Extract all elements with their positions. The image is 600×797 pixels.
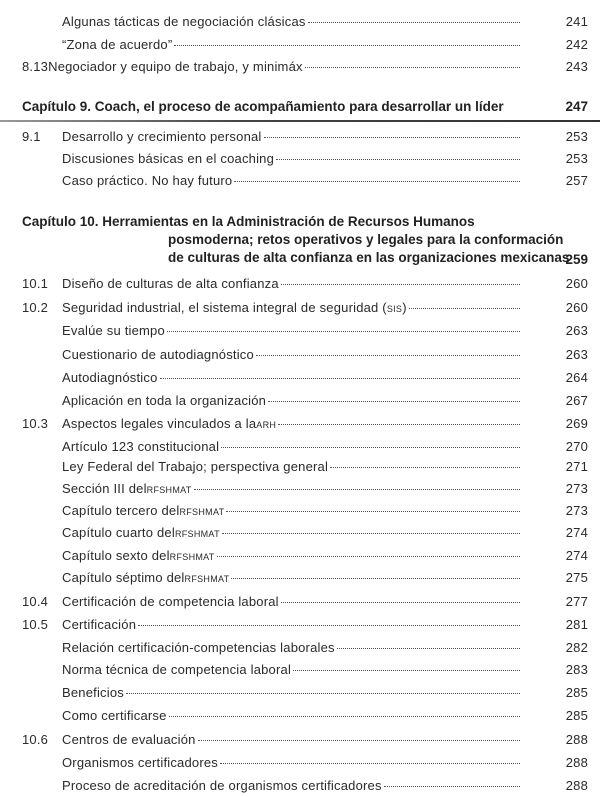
page-number: 260 xyxy=(565,300,588,315)
dot-leader xyxy=(160,378,520,379)
entry-title-wrap xyxy=(62,501,520,522)
entry-title-wrap xyxy=(62,592,520,612)
dot-leader xyxy=(293,670,520,671)
toc-entry[interactable] xyxy=(0,274,600,294)
chapter-title-line-2: posmoderna; retos operativos y legales para la conformación xyxy=(168,232,564,247)
entry-title-wrap xyxy=(62,274,520,294)
entry-title-wrap xyxy=(62,149,520,169)
toc-entry[interactable] xyxy=(0,414,600,434)
toc-entry[interactable] xyxy=(0,171,600,191)
entry-title-wrap xyxy=(62,706,520,726)
entry-title: Proceso de acreditación de organismos certificadores xyxy=(62,778,382,793)
dot-leader xyxy=(138,625,520,626)
entry-title-wrap xyxy=(62,479,520,500)
page-number: 285 xyxy=(565,708,588,723)
entry-title-wrap xyxy=(62,457,520,477)
chapter-title: Capítulo 9. Coach, el proceso de acompañamiento para desarrollar un líder xyxy=(22,99,504,114)
section-number: 10.1 xyxy=(22,276,49,291)
section-number: 10.6 xyxy=(22,732,49,747)
toc-entry[interactable] xyxy=(0,437,600,457)
entry-title-wrap xyxy=(62,730,520,750)
toc-entry[interactable] xyxy=(0,391,600,411)
toc-entry[interactable] xyxy=(0,35,600,55)
entry-title: Capítulo cuarto del xyxy=(62,525,175,540)
entry-title-wrap xyxy=(62,368,520,388)
dot-leader xyxy=(281,602,520,603)
page-number: 277 xyxy=(565,594,588,609)
dot-leader xyxy=(337,648,520,649)
page-number: 288 xyxy=(565,778,588,793)
entry-title: Como certificarse xyxy=(62,708,167,723)
toc-entry[interactable] xyxy=(0,592,600,612)
dot-leader xyxy=(222,533,520,534)
entry-title-wrap xyxy=(62,414,520,435)
page-number: 271 xyxy=(565,459,588,474)
entry-title: Norma técnica de competencia laboral xyxy=(62,662,292,677)
toc-entry[interactable] xyxy=(0,345,600,365)
toc-entry[interactable] xyxy=(0,321,600,341)
dot-leader xyxy=(220,763,520,764)
dot-leader xyxy=(169,716,520,717)
toc-entry[interactable] xyxy=(0,706,600,726)
toc-entry[interactable] xyxy=(0,298,600,318)
entry-title-wrap xyxy=(62,391,520,411)
dot-leader xyxy=(268,401,520,402)
entry-title: Seguridad industrial, el sistema integral de seguridad ( xyxy=(62,300,387,315)
entry-title-wrap xyxy=(22,57,520,77)
toc-entry[interactable] xyxy=(0,776,600,796)
chapter-divider xyxy=(0,120,600,122)
entry-abbreviation: SIS xyxy=(386,304,403,314)
toc-entry[interactable] xyxy=(0,683,600,703)
page-number: 263 xyxy=(565,347,588,362)
dot-leader xyxy=(174,45,520,46)
entry-title: Relación certificación-competencias laborales xyxy=(62,640,335,655)
entry-title: Discusiones básicas en el coaching xyxy=(62,151,275,166)
section-number: 9.1 xyxy=(22,129,41,144)
entry-abbreviation: ARH xyxy=(256,420,277,430)
page-number: 259 xyxy=(565,252,588,267)
entry-title: Caso práctico. No hay futuro xyxy=(62,173,233,188)
page-number: 253 xyxy=(565,129,588,144)
entry-title-wrap xyxy=(62,35,520,55)
toc-entry[interactable] xyxy=(0,638,600,658)
toc-entry[interactable] xyxy=(0,457,600,477)
toc-entry[interactable] xyxy=(0,660,600,680)
entry-title: Algunas tácticas de negociación clásicas xyxy=(62,14,306,29)
entry-title: Diseño de culturas de alta confianza xyxy=(62,276,279,291)
dot-leader xyxy=(278,424,520,425)
entry-abbreviation: RFSHMAT xyxy=(146,485,192,495)
page-number: 274 xyxy=(565,525,588,540)
page-number: 269 xyxy=(565,416,588,431)
dot-leader xyxy=(276,159,520,160)
entry-title: Artículo 123 constitucional xyxy=(62,439,220,454)
entry-title: Ley Federal del Trabajo; perspectiva general xyxy=(62,459,329,474)
entry-title: Capítulo tercero del xyxy=(62,503,180,518)
dot-leader xyxy=(384,786,520,787)
dot-leader xyxy=(126,693,520,694)
section-number: 10.5 xyxy=(22,617,49,632)
entry-title-wrap xyxy=(62,638,520,658)
page-number: 282 xyxy=(565,640,588,655)
entry-title: Aplicación en toda la organización xyxy=(62,393,267,408)
toc-entry[interactable] xyxy=(0,615,600,635)
toc-entry[interactable] xyxy=(0,501,600,521)
entry-title-wrap xyxy=(62,321,520,341)
dot-leader xyxy=(234,181,520,182)
page-number: 270 xyxy=(565,439,588,454)
entry-title: “Zona de acuerdo” xyxy=(62,37,173,52)
page-number: 242 xyxy=(565,37,588,52)
dot-leader xyxy=(217,556,520,557)
page-number: 263 xyxy=(565,323,588,338)
dot-leader xyxy=(167,331,520,332)
toc-entry[interactable] xyxy=(0,753,600,773)
dot-leader xyxy=(409,308,520,309)
entry-title-wrap xyxy=(62,171,520,191)
dot-leader xyxy=(194,489,520,490)
entry-title-wrap xyxy=(62,345,520,365)
entry-title: Beneficios xyxy=(62,685,124,700)
page-number: 253 xyxy=(565,151,588,166)
page-number: 241 xyxy=(565,14,588,29)
entry-title: Desarrollo y crecimiento personal xyxy=(62,129,262,144)
entry-title: Centros de evaluación xyxy=(62,732,196,747)
dot-leader xyxy=(198,740,520,741)
dot-leader xyxy=(256,355,520,356)
page-number: 243 xyxy=(565,59,588,74)
page-number: 283 xyxy=(565,662,588,677)
toc-entry[interactable] xyxy=(0,149,600,169)
entry-title-wrap xyxy=(62,660,520,680)
dot-leader xyxy=(231,578,520,579)
entry-title-wrap xyxy=(62,683,520,703)
page-number: 285 xyxy=(565,685,588,700)
page-number: 281 xyxy=(565,617,588,632)
chapter-10-heading xyxy=(22,213,588,267)
entry-title-tail: ) xyxy=(402,300,407,315)
page-number: 275 xyxy=(565,570,588,585)
toc-entry[interactable] xyxy=(0,546,600,566)
entry-title-wrap xyxy=(62,753,520,773)
page-number: 247 xyxy=(565,99,588,114)
entry-abbreviation: RFSHMAT xyxy=(169,552,215,562)
dot-leader xyxy=(221,447,520,448)
entry-title-wrap xyxy=(62,437,520,457)
section-number: 10.3 xyxy=(22,416,49,431)
entry-title-wrap xyxy=(62,127,520,147)
toc-entry[interactable] xyxy=(0,523,600,543)
toc-entry[interactable] xyxy=(0,479,600,499)
entry-title-wrap xyxy=(62,615,520,635)
entry-title: Cuestionario de autodiagnóstico xyxy=(62,347,254,362)
dot-leader xyxy=(281,284,520,285)
toc-entry[interactable] xyxy=(0,368,600,388)
entry-title: Capítulo sexto del xyxy=(62,548,170,563)
toc-entry[interactable] xyxy=(0,12,600,32)
entry-title: Aspectos legales vinculados a la xyxy=(62,416,257,431)
entry-title: Evalúe su tiempo xyxy=(62,323,165,338)
entry-title-wrap xyxy=(62,523,520,544)
entry-title: Negociador y equipo de trabajo, y minimáx xyxy=(48,59,303,74)
entry-title: Organismos certificadores xyxy=(62,755,218,770)
page-number: 274 xyxy=(565,548,588,563)
entry-title-wrap xyxy=(62,568,520,589)
entry-abbreviation: RFSHMAT xyxy=(184,574,230,584)
entry-title-wrap xyxy=(62,298,520,319)
entry-title: Capítulo séptimo del xyxy=(62,570,185,585)
dot-leader xyxy=(305,67,520,68)
entry-title-wrap xyxy=(62,546,520,567)
entry-title: Autodiagnóstico xyxy=(62,370,158,385)
entry-title-wrap xyxy=(62,776,520,796)
entry-title: Sección III del xyxy=(62,481,147,496)
dot-leader xyxy=(226,511,520,512)
page-number: 264 xyxy=(565,370,588,385)
page-number: 260 xyxy=(565,276,588,291)
toc-entry[interactable] xyxy=(0,57,600,77)
page-number: 288 xyxy=(565,732,588,747)
page-number: 257 xyxy=(565,173,588,188)
page-number: 273 xyxy=(565,503,588,518)
dot-leader xyxy=(330,467,520,468)
dot-leader xyxy=(308,22,520,23)
section-number: 10.2 xyxy=(22,300,49,315)
entry-abbreviation: RFSHMAT xyxy=(174,529,220,539)
toc-entry[interactable] xyxy=(0,568,600,588)
chapter-title-line-3: de culturas de alta confianza en las organizaciones mexicanas xyxy=(168,250,570,265)
entry-title: Certificación xyxy=(62,617,137,632)
toc-entry[interactable] xyxy=(0,127,600,147)
section-number: 10.4 xyxy=(22,594,49,609)
dot-leader xyxy=(264,137,520,138)
chapter-9-heading xyxy=(22,98,588,116)
chapter-title-line-1: Capítulo 10. Herramientas en la Administración de Recursos Humanos xyxy=(22,214,475,229)
page-number: 267 xyxy=(565,393,588,408)
entry-title-wrap xyxy=(62,12,520,32)
page-number: 288 xyxy=(565,755,588,770)
entry-abbreviation: RFSHMAT xyxy=(179,507,225,517)
entry-title: Certificación de competencia laboral xyxy=(62,594,279,609)
toc-entry[interactable] xyxy=(0,730,600,750)
page-number: 273 xyxy=(565,481,588,496)
section-number: 8.13 xyxy=(22,59,49,74)
